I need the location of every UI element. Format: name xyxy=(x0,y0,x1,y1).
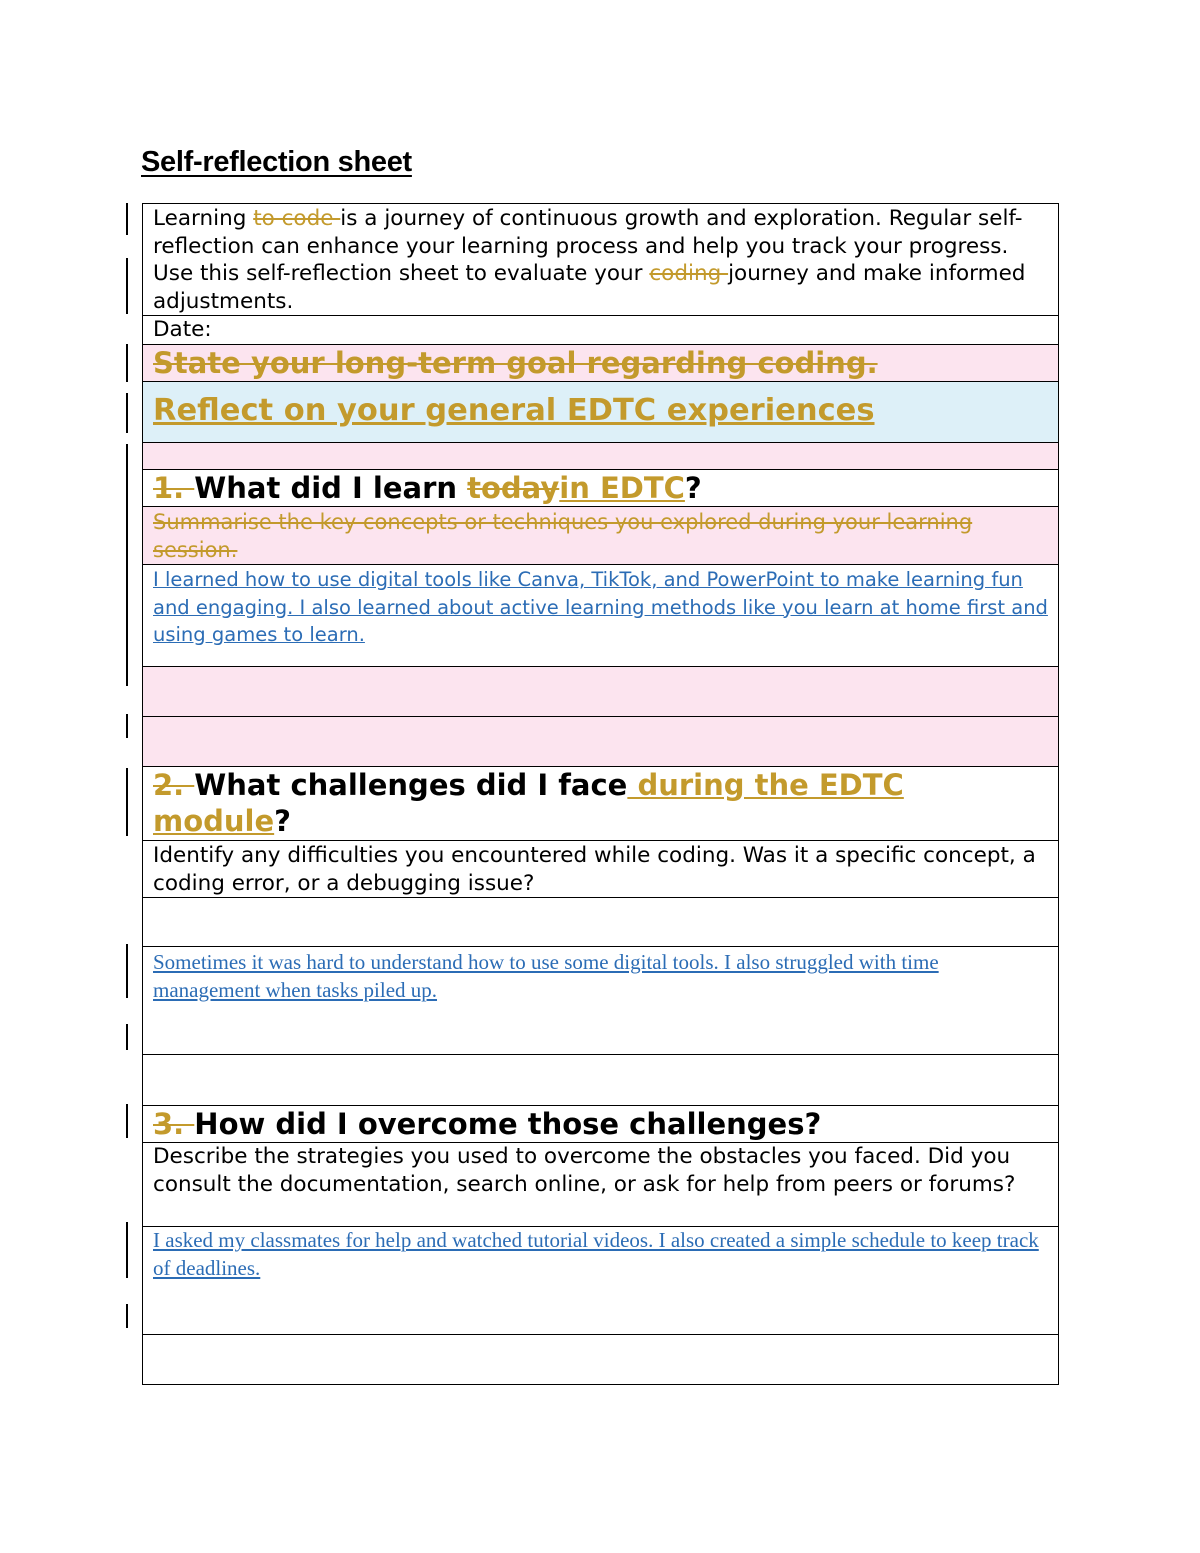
question-text: How did I overcome those challenges? xyxy=(194,1107,822,1141)
inserted-text: in EDTC xyxy=(559,471,685,505)
question-number: 1. xyxy=(153,471,195,505)
prompt-text: Identify any difficulties you encountered while coding. Was it a specific concept, a coding error, or a debugging issue? xyxy=(153,843,1036,896)
prompt-2-cell xyxy=(143,841,1059,898)
date-cell[interactable] xyxy=(143,316,1059,345)
answer-text: I asked my classmates for help and watched tutorial videos. I also created a simple schedule to keep track of deadlines. xyxy=(153,1228,1039,1280)
empty-row xyxy=(143,717,1059,767)
date-label: Date: xyxy=(153,317,212,342)
empty-row[interactable] xyxy=(143,898,1059,947)
empty-row xyxy=(143,667,1059,717)
empty-row xyxy=(143,443,1059,470)
change-bar xyxy=(126,258,128,314)
change-bar xyxy=(126,1222,128,1278)
page-title: Self-reflection sheet xyxy=(141,146,412,178)
answer-text: I learned how to use digital tools like Canva, TikTok, and PowerPoint to make learning fun and engaging. I also learned about active learning methods like you learn at home first and using games to learn. xyxy=(153,568,1048,646)
question-text: What did I learn xyxy=(194,471,468,505)
change-bar xyxy=(126,393,128,433)
intro-text: is a journey of continuous growth and exploration. Regular self-reflection can enhance your learning process and help you track your progress. Use this self-reflection sheet to evaluate your xyxy=(153,206,1023,286)
intro-cell xyxy=(143,204,1059,316)
change-bar xyxy=(126,714,128,738)
prompt-1-cell xyxy=(143,507,1059,565)
question-number: 3. xyxy=(153,1107,195,1141)
question-number: 2. xyxy=(153,768,195,802)
change-bar xyxy=(126,444,128,686)
deleted-text: coding xyxy=(649,261,729,286)
empty-row[interactable] xyxy=(143,1055,1059,1106)
reflect-heading: Reflect on your general EDTC experiences xyxy=(153,393,875,428)
change-bar xyxy=(126,1024,128,1050)
change-bar xyxy=(126,344,128,382)
answer-3-cell[interactable] xyxy=(143,1227,1059,1335)
deleted-text: to code xyxy=(253,206,341,231)
long-term-goal-heading: State your long-term goal regarding coding. xyxy=(153,346,878,380)
answer-2-cell[interactable] xyxy=(143,947,1059,1055)
inserted-text: during the EDTC module xyxy=(153,768,904,838)
answer-1-cell[interactable] xyxy=(143,565,1059,667)
change-bar xyxy=(126,944,128,998)
question-end: ? xyxy=(274,804,291,838)
intro-text: journey and make informed adjustments. xyxy=(153,261,1026,314)
prompt-3-cell xyxy=(143,1143,1059,1227)
reflection-table xyxy=(142,203,1059,1385)
reflect-heading-cell xyxy=(143,382,1059,443)
prompt-text: Describe the strategies you used to overcome the obstacles you faced. Did you consult the documentation, search online, or ask for help from peers or forums? xyxy=(153,1144,1016,1197)
question-end: ? xyxy=(684,471,702,505)
question-text: What challenges did I face xyxy=(194,768,628,802)
empty-row[interactable] xyxy=(143,1335,1059,1385)
change-bar xyxy=(126,203,128,235)
question-1-cell xyxy=(143,470,1059,507)
question-3-cell xyxy=(143,1106,1059,1143)
change-bar xyxy=(126,768,128,836)
answer-text: Sometimes it was hard to understand how to use some digital tools. I also struggled with time management when tasks piled up. xyxy=(153,950,939,1002)
intro-text: Learning xyxy=(153,206,254,231)
change-bar xyxy=(126,1304,128,1328)
deleted-text: today xyxy=(467,471,560,505)
change-bar xyxy=(126,1104,128,1138)
long-term-goal-cell xyxy=(143,345,1059,382)
question-2-cell xyxy=(143,767,1059,841)
prompt-text: Summarise the key concepts or techniques you explored during your learning session. xyxy=(153,510,973,562)
